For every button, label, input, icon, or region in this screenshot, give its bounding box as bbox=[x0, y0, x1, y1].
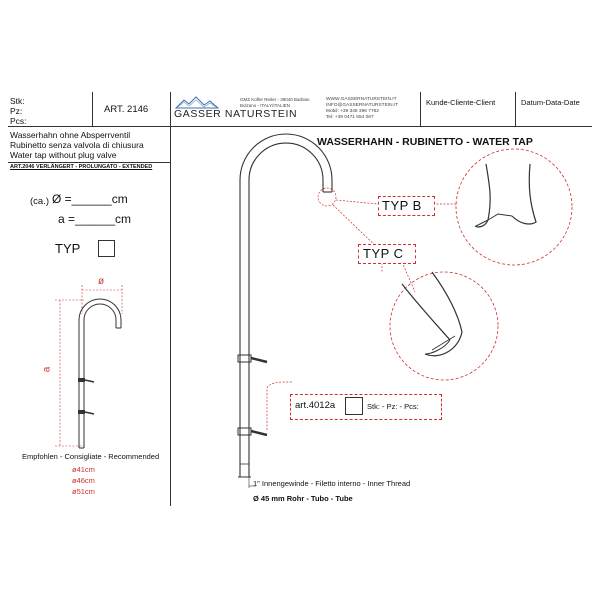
diameter-prefix: (ca.) bbox=[30, 196, 49, 207]
address-line: GMZ Kofler Reiter - 39040 Barbian bbox=[240, 97, 310, 102]
recommended-label: Empfohlen - Consigliate - Recommended bbox=[22, 452, 160, 461]
thread-label: 1" Innengewinde - Filetto interno - Inner Thread bbox=[253, 479, 411, 488]
diameter-field: Ø =______cm bbox=[52, 192, 128, 206]
art-option-qty: Stk: - Pz: - Pcs: bbox=[367, 402, 419, 411]
typ-b-label: TYP B bbox=[382, 198, 422, 213]
drawing-sheet bbox=[0, 92, 600, 506]
contact-line: WWW.GASSERNATURSTEIN.IT bbox=[326, 97, 397, 102]
a-dimension-label: a bbox=[41, 366, 53, 373]
diameter-dimension-label: ø bbox=[98, 276, 105, 287]
pz-label: Pz: bbox=[10, 106, 23, 116]
contact-line: Mobil: +39 348 396 7762 bbox=[326, 109, 379, 114]
description-line: Water tap without plug valve bbox=[10, 150, 117, 160]
description-line: Rubinetto senza valvola di chiusura bbox=[10, 140, 144, 150]
art-option-label: art.4012a bbox=[295, 400, 336, 411]
stk-label: Stk: bbox=[10, 96, 25, 106]
typ-c-box[interactable] bbox=[358, 244, 416, 264]
description-line: Wasserhahn ohne Absperrventil bbox=[10, 130, 131, 140]
typ-label: TYP bbox=[55, 241, 81, 256]
recommended-size: ø46cm bbox=[72, 476, 95, 485]
company-name: GASSER NATURSTEIN bbox=[174, 108, 298, 120]
extended-label: ART.2046 VERLÄNGERT - PROLUNGATO - EXTENDED bbox=[10, 164, 153, 170]
recommended-size: ø51cm bbox=[72, 487, 95, 496]
date-label: Datum-Data-Date bbox=[521, 98, 580, 107]
tube-label: Ø 45 mm Rohr - Tubo - Tube bbox=[253, 494, 353, 503]
main-tap-drawing bbox=[0, 92, 600, 506]
article-number: ART. 2146 bbox=[104, 104, 149, 115]
client-label: Kunde-Cliente-Client bbox=[426, 98, 496, 107]
pcs-label: Pcs: bbox=[10, 116, 27, 126]
art-option-checkbox[interactable] bbox=[345, 397, 363, 415]
contact-line: Tel: +39 0471 654 087 bbox=[326, 115, 374, 120]
typ-c-label: TYP C bbox=[363, 246, 404, 261]
main-title: WASSERHAHN - RUBINETTO - WATER TAP bbox=[317, 136, 533, 148]
typ-b-box[interactable] bbox=[378, 196, 435, 216]
a-field: a =______cm bbox=[58, 212, 132, 226]
contact-line: INFO@GASSERNATURSTEIN.IT bbox=[326, 103, 399, 108]
recommended-size: ø41cm bbox=[72, 465, 95, 474]
address-line: Bolzano - ITALY/ITALIEN bbox=[240, 103, 291, 108]
art-option-box bbox=[290, 394, 442, 420]
